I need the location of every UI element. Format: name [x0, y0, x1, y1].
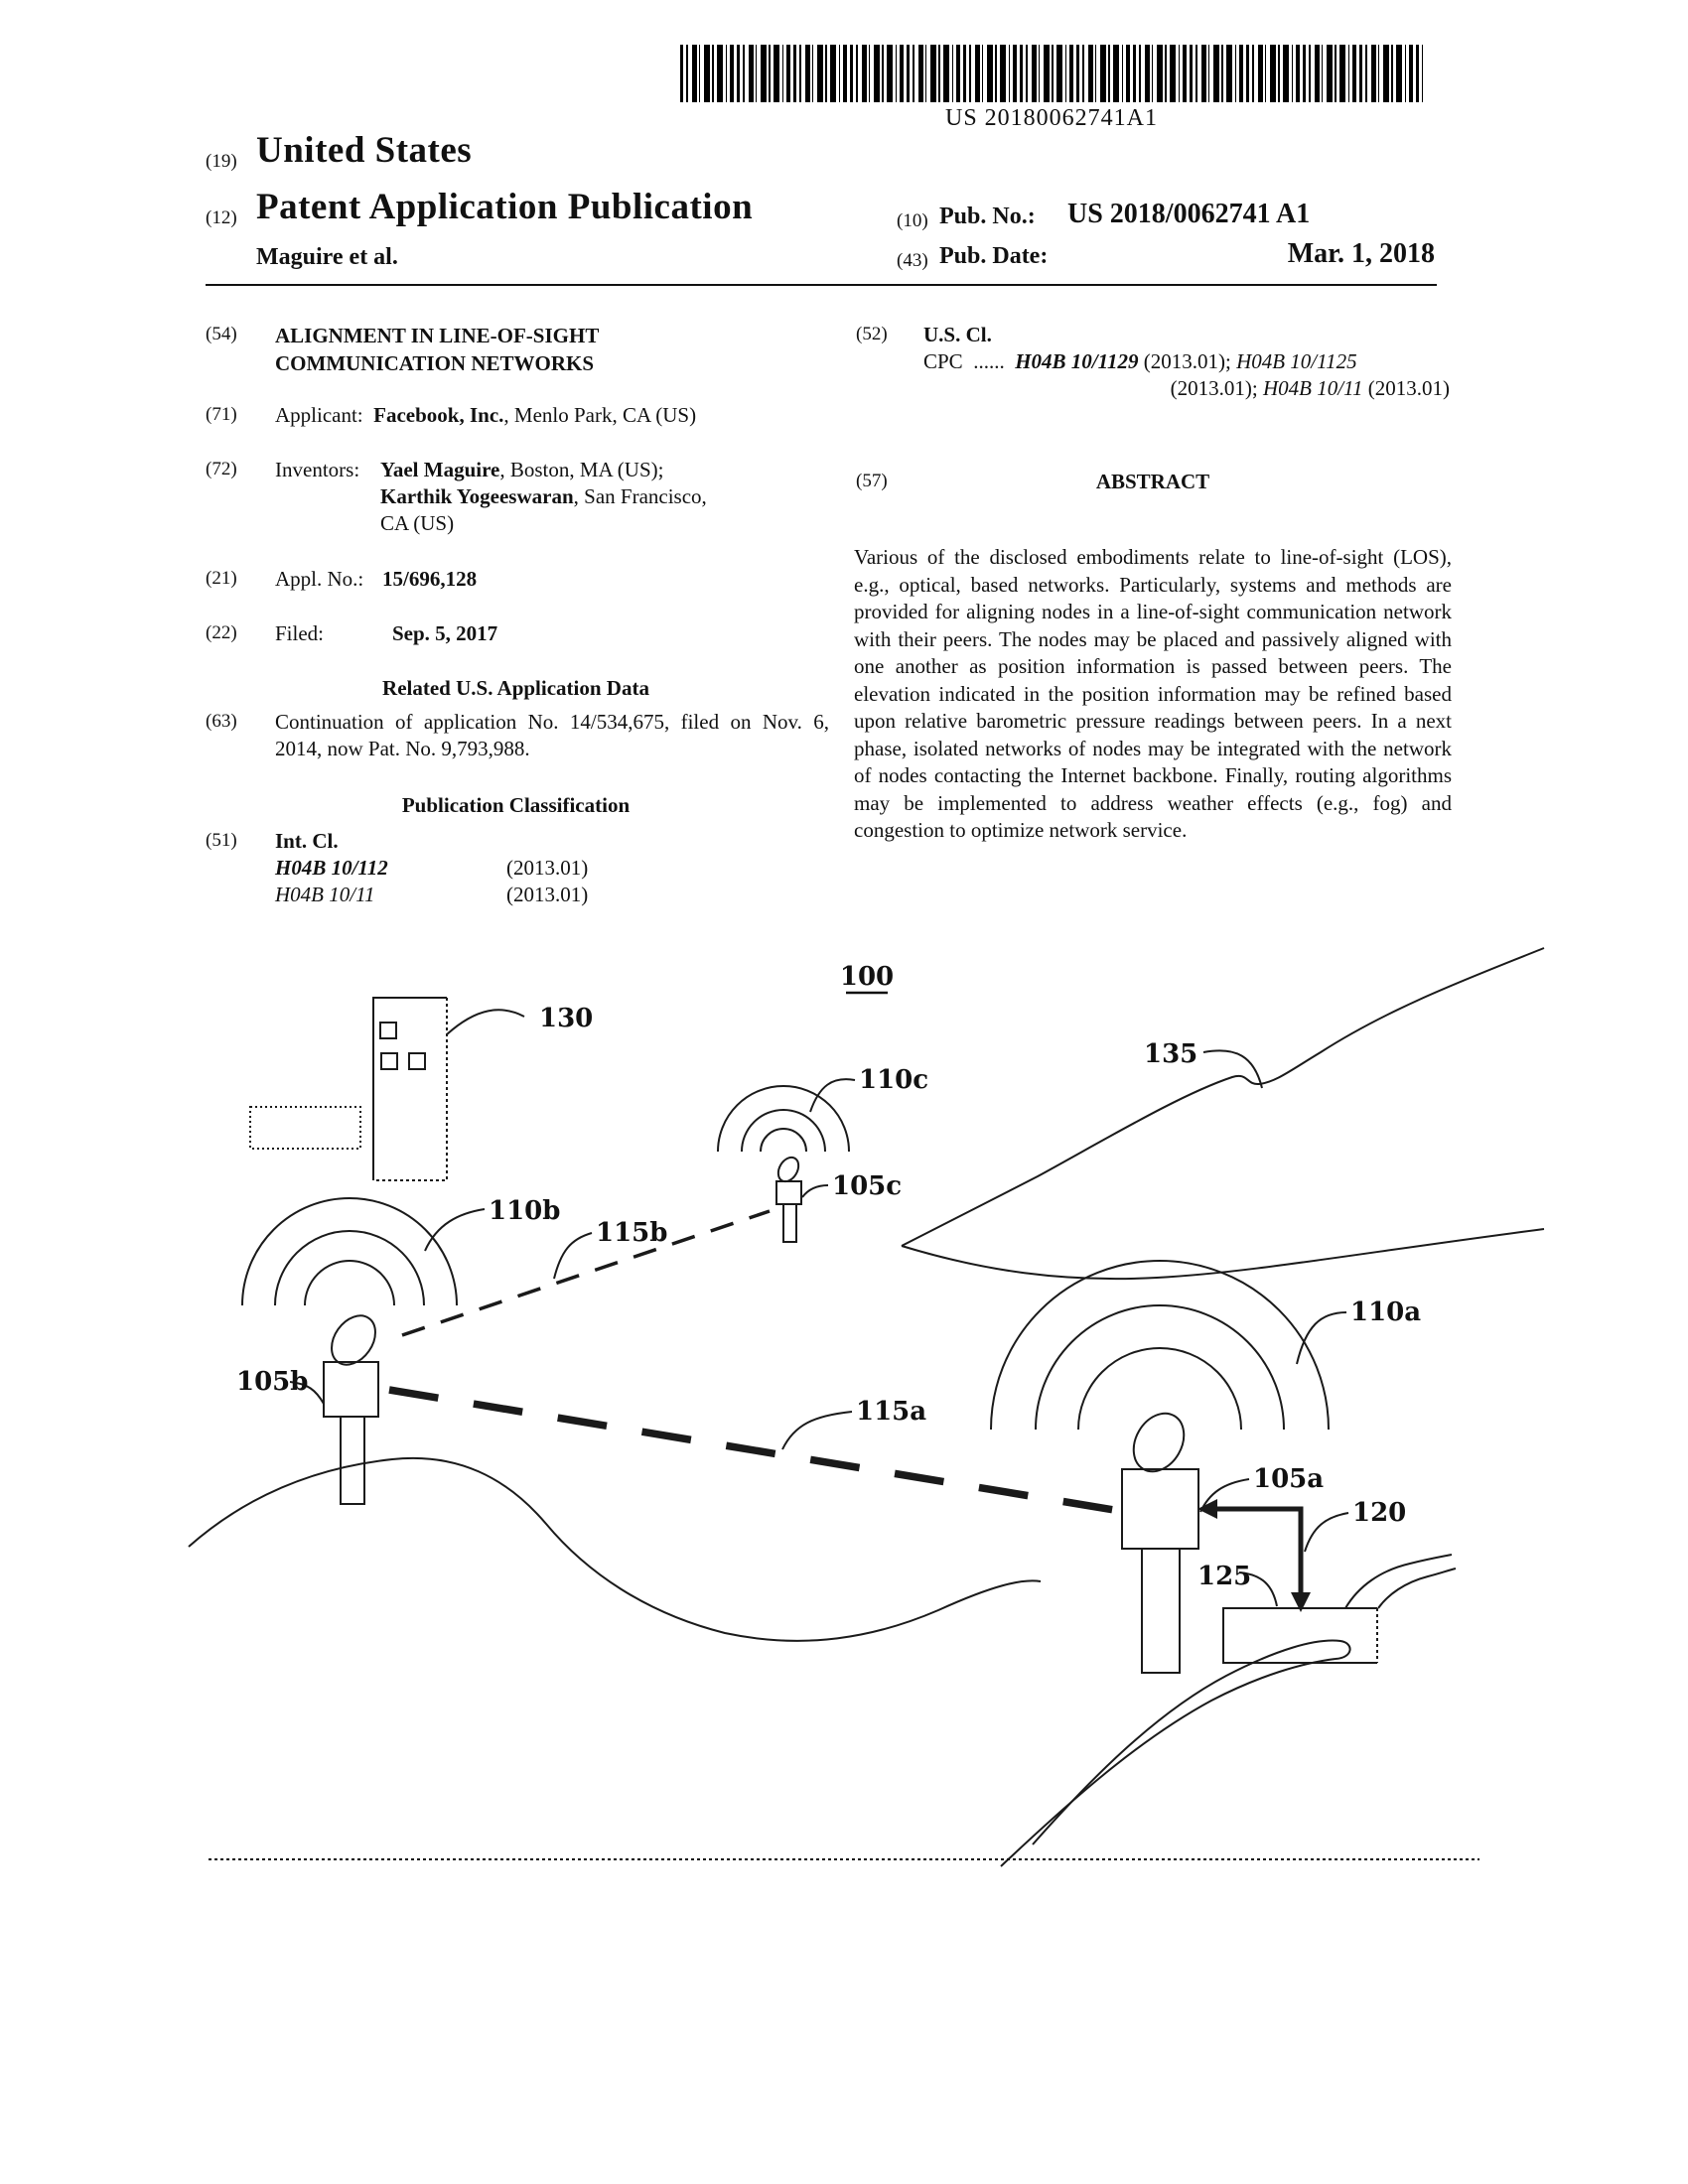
inventor-2-name: Karthik Yogeeswaran: [380, 484, 574, 508]
int-cl-date-1: (2013.01): [506, 856, 589, 880]
leader-105c: [802, 1185, 828, 1197]
road-upper-edge: [1033, 1641, 1350, 1844]
leader-110a: [1297, 1312, 1346, 1364]
cpc-date-2: (2013.01);: [1170, 376, 1258, 400]
cpc-date-3: (2013.01): [1367, 376, 1450, 400]
ref-label-120: 120: [1352, 1498, 1407, 1528]
inventors-field: [275, 457, 831, 537]
related-data-heading: Related U.S. Application Data: [382, 676, 649, 700]
ref-label-105c: 105c: [832, 1171, 903, 1201]
patent-figure: [0, 923, 1688, 1876]
mountain-lower-curve: [902, 1229, 1544, 1279]
cpc-line-2: [923, 375, 1450, 402]
node-105a-pole: [1142, 1549, 1180, 1673]
node-105c: [774, 1154, 803, 1242]
ref-label-105a: 105a: [1253, 1464, 1325, 1494]
leader-110b: [425, 1209, 485, 1251]
node-105a-body: [1122, 1469, 1198, 1549]
int-cl-label: Int. Cl.: [275, 829, 339, 853]
appl-no-value: 15/696,128: [382, 567, 478, 591]
mountain-upper-curve: [902, 948, 1544, 1246]
filed-field: [275, 620, 831, 647]
kind-code-12: (12): [206, 207, 237, 228]
building-window: [380, 1023, 396, 1038]
node-105c-pole: [783, 1204, 796, 1242]
header-rule: [206, 284, 1437, 286]
field-71-num: (71): [206, 404, 237, 425]
leader-115b: [554, 1233, 592, 1279]
applicant-name: Facebook, Inc.: [373, 403, 504, 427]
cpc-date-1: (2013.01);: [1143, 349, 1231, 373]
int-cl-entry: [275, 882, 831, 908]
field-52-num: (52): [856, 324, 888, 344]
road-lower-edge: [1001, 1659, 1336, 1866]
pub-no-label: Pub. No.:: [939, 204, 1036, 229]
filed-label: Filed:: [275, 621, 325, 645]
ref-label-125: 125: [1197, 1562, 1252, 1591]
field-63-num: (63): [206, 711, 237, 732]
inventors-value: [380, 457, 707, 537]
abstract-text: Various of the disclosed embodiments relate to line-of-sight (LOS), e.g., optical, based networks. Particularly, systems and methods are provided for aligning nodes in a line-of-sight communication network with their peers. The nodes may be placed and passively aligned with one another as position information is passed between peers. The elevation indicated in the position information may be refined based upon relative barometric pressure readings between peers. In a next phase, isolated networks of nodes may be integrated with the network of nodes contacting the Internet backbone. Finally, routing algorithms may be implemented to address weather effects (e.g., fog) and congestion to optimize network service.: [854, 545, 1452, 842]
kind-code-10: (10): [897, 210, 928, 231]
field-57-num: (57): [856, 471, 888, 491]
ref-label-110c: 110c: [859, 1065, 929, 1095]
ground-station-125: [1223, 1608, 1377, 1663]
inventor-2-rest: , San Francisco,: [573, 484, 707, 508]
los-link-115a: [389, 1390, 1114, 1510]
leader-120: [1305, 1513, 1348, 1552]
building-130: [373, 998, 447, 1180]
cpc-dots: ......: [973, 349, 1005, 373]
cpc-code-1: H04B 10/1129: [1015, 349, 1139, 373]
dotted-structure: [250, 1107, 360, 1149]
kind-code-19: (19): [206, 151, 237, 172]
ref-label-110a: 110a: [1350, 1297, 1422, 1327]
int-cl-field: [275, 828, 831, 908]
author-line: Maguire et al.: [256, 244, 398, 270]
ref-label-135: 135: [1144, 1039, 1198, 1069]
pub-no-value: US 2018/0062741 A1: [1067, 199, 1311, 229]
inventor-1-rest: , Boston, MA (US);: [499, 458, 664, 481]
barcode: [680, 45, 1423, 102]
inventors-label: Inventors:: [275, 458, 360, 481]
hill-left-curve: [189, 1458, 1041, 1641]
inventor-2-rest2: CA (US): [380, 511, 455, 535]
title-line-1: ALIGNMENT IN LINE-OF-SIGHT: [275, 324, 600, 347]
leader-115a: [782, 1412, 852, 1449]
node-105b-head: [323, 1307, 384, 1373]
pub-date-label: Pub. Date:: [939, 243, 1049, 269]
building-window: [381, 1053, 397, 1069]
ref-label-115a: 115a: [856, 1397, 927, 1427]
continuation-text: Continuation of application No. 14/534,675, filed on Nov. 6, 2014, now Pat. No. 9,793,988.: [275, 710, 829, 760]
cpc-code-2: H04B 10/1125: [1236, 349, 1357, 373]
title-line-2: COMMUNICATION NETWORKS: [275, 351, 595, 375]
node-105b: [323, 1307, 384, 1504]
signal-arcs-110b: [242, 1198, 457, 1305]
cpc-label: CPC: [923, 349, 963, 373]
filed-value: Sep. 5, 2017: [392, 621, 498, 645]
country-name: United States: [256, 130, 473, 171]
ref-label-105b: 105b: [236, 1367, 309, 1397]
inventor-1-name: Yael Maguire: [380, 458, 500, 481]
node-105a: [1122, 1405, 1198, 1673]
field-51-num: (51): [206, 830, 237, 851]
node-105b-pole: [341, 1417, 364, 1504]
ref-label-110b: 110b: [489, 1196, 561, 1226]
ref-label-115b: 115b: [596, 1218, 668, 1248]
int-cl-date-2: (2013.01): [506, 883, 589, 906]
signal-arcs-110a: [991, 1261, 1329, 1430]
abstract-heading: ABSTRACT: [1095, 470, 1210, 493]
field-21-num: (21): [206, 568, 237, 589]
pub-date-value: Mar. 1, 2018: [1287, 238, 1435, 269]
barcode-text: US 20180062741A1: [944, 105, 1158, 131]
los-link-115b: [402, 1211, 770, 1335]
int-cl-code-2: H04B 10/11: [275, 883, 375, 906]
int-cl-code-1: H04B 10/112: [275, 856, 388, 880]
int-cl-entry: [275, 855, 831, 882]
ref-label-130: 130: [539, 1004, 594, 1033]
cpc-line-1: [923, 348, 1450, 375]
ref-label-100: 100: [839, 962, 895, 992]
leader-130: [447, 1010, 524, 1034]
road-continuation-upper: [1345, 1555, 1452, 1608]
appl-no-label: Appl. No.:: [275, 567, 364, 591]
classification-heading: Publication Classification: [401, 793, 631, 817]
appl-no-field: [275, 566, 831, 593]
field-22-num: (22): [206, 622, 237, 643]
kind-code-43: (43): [897, 250, 928, 271]
cpc-code-3: H04B 10/11: [1262, 376, 1363, 400]
field-72-num: (72): [206, 459, 237, 479]
invention-title: [275, 322, 831, 377]
applicant-field: [275, 402, 831, 429]
signal-arcs-110c: [718, 1086, 849, 1152]
arrow-120: [1197, 1499, 1311, 1612]
applicant-rest: , Menlo Park, CA (US): [503, 403, 697, 427]
road-continuation-lower: [1378, 1569, 1456, 1608]
field-54-num: (54): [206, 324, 237, 344]
us-cl-label: U.S. Cl.: [923, 323, 992, 346]
us-cl-field: [923, 322, 1450, 402]
applicant-label: Applicant:: [275, 403, 363, 427]
node-105b-body: [324, 1362, 378, 1417]
node-105c-body: [776, 1181, 801, 1204]
building-window: [409, 1053, 425, 1069]
document-type: Patent Application Publication: [256, 187, 754, 227]
